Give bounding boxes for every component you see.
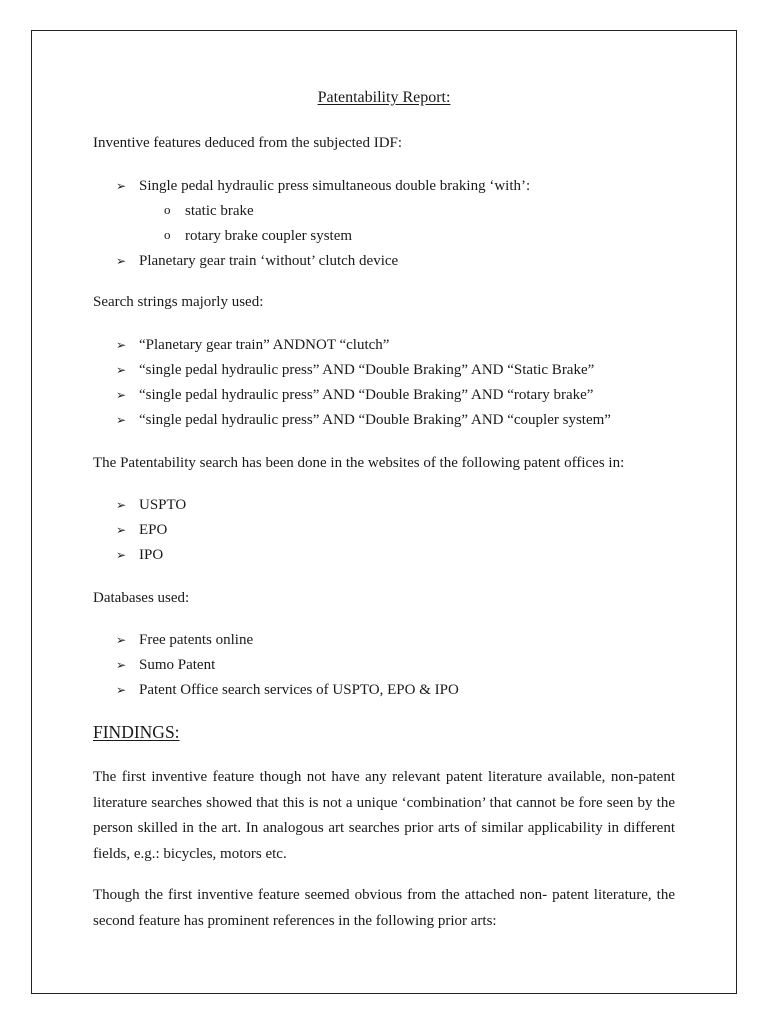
database-item: Sumo Patent <box>139 657 216 673</box>
findings-paragraph: Though the first inventive feature seemed obvious from the attached non- patent literature, the second feature has prominent references in the following prior arts: <box>93 887 675 929</box>
bullet-icon: ➢ <box>116 548 127 562</box>
database-item: Patent Office search services of USPTO, EPO & IPO <box>139 682 459 698</box>
sub-bullet-icon: o <box>164 227 171 242</box>
findings-heading: FINDINGS: <box>93 722 180 742</box>
search-string-item: “Planetary gear train” ANDNOT “clutch” <box>139 337 390 353</box>
offices-heading: The Patentability search has been done in the websites of the following patent offices in: <box>93 455 625 471</box>
bullet-icon: ➢ <box>116 413 127 427</box>
bullet-icon: ➢ <box>116 633 127 647</box>
database-item: Free patents online <box>139 632 254 648</box>
office-item: IPO <box>139 547 164 563</box>
search-string-item: “single pedal hydraulic press” AND “Double Braking” AND “coupler system” <box>139 412 611 428</box>
feature-item: Planetary gear train ‘without’ clutch device <box>139 253 399 269</box>
bullet-icon: ➢ <box>116 388 127 402</box>
report-title: Patentability Report: <box>317 89 451 106</box>
sub-feature-item: rotary brake coupler system <box>185 228 353 244</box>
bullet-icon: ➢ <box>116 179 127 193</box>
bullet-icon: ➢ <box>116 363 127 377</box>
search-string-item: “single pedal hydraulic press” AND “Double Braking” AND “Static Brake” <box>139 362 595 378</box>
office-item: EPO <box>139 522 168 538</box>
bullet-icon: ➢ <box>116 683 127 697</box>
sub-bullet-icon: o <box>164 202 171 217</box>
search-string-item: “single pedal hydraulic press” AND “Double Braking” AND “rotary brake” <box>139 387 594 403</box>
databases-heading: Databases used: <box>93 590 190 606</box>
bullet-icon: ➢ <box>116 658 127 672</box>
office-item: USPTO <box>139 497 187 513</box>
bullet-icon: ➢ <box>116 254 127 268</box>
sub-feature-item: static brake <box>185 203 254 219</box>
search-heading: Search strings majorly used: <box>93 294 264 310</box>
findings-paragraph: The first inventive feature though not have any relevant patent literature available, non-patent literature searches showed that this is not a unique ‘combination’ that cannot be fore seen by the person skilled in the art. In analogous art searches prior arts of similar applicability in different fields, e.g.: bicycles, motors etc. <box>93 769 675 863</box>
bullet-icon: ➢ <box>116 523 127 537</box>
bullet-icon: ➢ <box>116 498 127 512</box>
feature-item: Single pedal hydraulic press simultaneous double braking ‘with’: <box>139 178 531 194</box>
features-heading: Inventive features deduced from the subjected IDF: <box>93 135 403 151</box>
bullet-icon: ➢ <box>116 338 127 352</box>
